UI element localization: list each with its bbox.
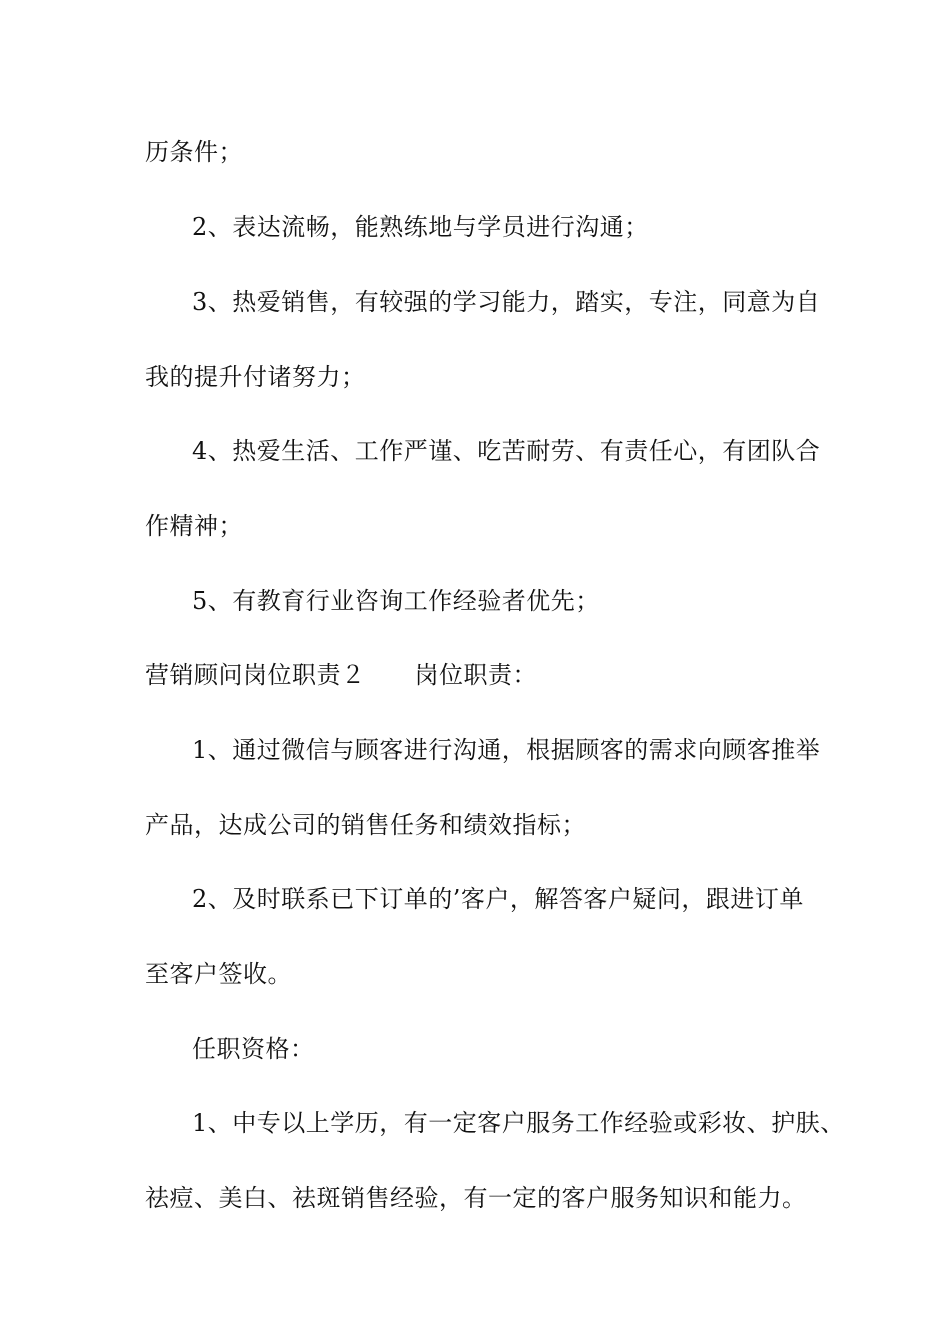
- list-item-1: 1、中专以上学历，有一定客户服务工作经验或彩妆、护肤、: [192, 1109, 845, 1137]
- subsection-heading: 任职资格：: [192, 1035, 315, 1063]
- list-item-5: 5、有教育行业咨询工作经验者优先；: [192, 587, 600, 615]
- text-line: 祛痘、美白、祛斑销售经验，有一定的客户服务知识和能力。: [145, 1184, 807, 1212]
- text-line: 产品，达成公司的销售任务和绩效指标；: [145, 811, 586, 839]
- list-item-2: 2、及时联系已下订单的’客户，解答客户疑问，跟进订单: [192, 885, 804, 913]
- section-heading: 营销顾问岗位职责２ 岗位职责：: [145, 661, 537, 689]
- text-line: 历条件；: [145, 138, 243, 166]
- list-item-4: 4、热爱生活、工作严谨、吃苦耐劳、有责任心，有团队合: [192, 437, 821, 465]
- text-line: 我的提升付诸努力；: [145, 363, 366, 391]
- list-item-1: 1、通过微信与顾客进行沟通，根据顾客的需求向顾客推举: [192, 736, 821, 764]
- list-item-3: 3、热爱销售，有较强的学习能力，踏实，专注，同意为自: [192, 288, 821, 316]
- text-line: 至客户签收。: [145, 960, 292, 988]
- text-line: 作精神；: [145, 512, 243, 540]
- list-item-2: 2、表达流畅，能熟练地与学员进行沟通；: [192, 213, 649, 241]
